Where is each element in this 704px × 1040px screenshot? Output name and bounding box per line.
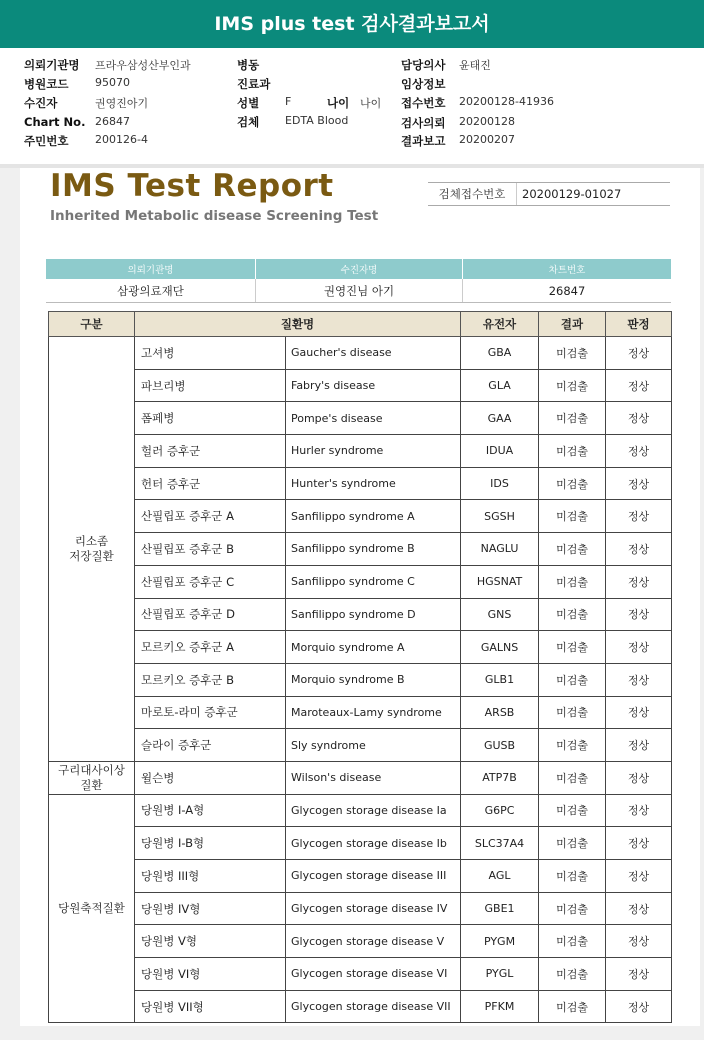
table-row <box>49 598 672 631</box>
verdict-cell: 정상 <box>606 990 672 1023</box>
disease-name-en: Glycogen storage disease IV <box>286 892 461 925</box>
chart-value: 26847 <box>95 115 130 128</box>
doctor-label: 담당의사 <box>401 58 446 72</box>
result-cell: 미검출 <box>539 663 606 696</box>
disease-name-kr: 당원병 I-B형 <box>135 827 286 860</box>
disease-name-kr: 산필립포 증후군 C <box>135 565 286 598</box>
patient-table-cell: 삼광의료재단 <box>46 279 256 303</box>
table-row <box>49 696 672 729</box>
receipt-number-value: 20200129-01027 <box>522 187 622 201</box>
gene-cell: GBA <box>461 337 539 370</box>
gene-cell: IDS <box>461 467 539 500</box>
gene-cell: IDUA <box>461 435 539 468</box>
table-row <box>49 958 672 991</box>
disease-name-en: Morquio syndrome A <box>286 631 461 664</box>
patient-table-cell: 26847 <box>463 279 672 303</box>
result-cell: 미검출 <box>539 925 606 958</box>
table-row <box>49 860 672 893</box>
disease-name-kr: 윌슨병 <box>135 761 286 794</box>
table-row <box>49 337 672 370</box>
gene-cell: AGL <box>461 860 539 893</box>
result-cell: 미검출 <box>539 369 606 402</box>
request-value: 20200128 <box>459 115 515 128</box>
group-label: 당원축적질환 <box>49 794 135 1023</box>
disease-name-en: Pompe's disease <box>286 402 461 435</box>
result-cell: 미검출 <box>539 631 606 664</box>
gene-cell: GBE1 <box>461 892 539 925</box>
clinical-label: 임상정보 <box>401 77 446 91</box>
report-header-title: IMS plus test 검사결과보고서 <box>214 13 490 35</box>
table-row <box>49 435 672 468</box>
hospital-value: 프라우삼성산부인과 <box>95 59 191 72</box>
disease-name-kr: 헌터 증후군 <box>135 467 286 500</box>
disease-name-kr: 슬라이 증후군 <box>135 729 286 762</box>
gene-cell: SLC37A4 <box>461 827 539 860</box>
table-row <box>49 892 672 925</box>
disease-name-en: Glycogen storage disease VII <box>286 990 461 1023</box>
verdict-cell: 정상 <box>606 402 672 435</box>
gene-cell: PYGL <box>461 958 539 991</box>
verdict-cell: 정상 <box>606 663 672 696</box>
gene-cell: PYGM <box>461 925 539 958</box>
gene-cell: ARSB <box>461 696 539 729</box>
resident-label: 주민번호 <box>24 134 69 148</box>
gene-cell: GLB1 <box>461 663 539 696</box>
gene-cell: ATP7B <box>461 761 539 794</box>
disease-name-en: Hunter's syndrome <box>286 467 461 500</box>
disease-name-en: Sanfilippo syndrome C <box>286 565 461 598</box>
dept-label: 진료과 <box>237 77 271 91</box>
disease-name-kr: 당원병 IV형 <box>135 892 286 925</box>
report-subtitle: Inherited Metabolic disease Screening Test <box>50 208 379 224</box>
disease-name-kr: 산필립포 증후군 A <box>135 500 286 533</box>
disease-name-en: Maroteaux-Lamy syndrome <box>286 696 461 729</box>
result-cell: 미검출 <box>539 500 606 533</box>
verdict-cell: 정상 <box>606 925 672 958</box>
disease-name-en: Glycogen storage disease V <box>286 925 461 958</box>
table-row <box>49 500 672 533</box>
result-cell: 미검출 <box>539 565 606 598</box>
gene-cell: GUSB <box>461 729 539 762</box>
results-header: 판정 <box>606 312 672 337</box>
table-row <box>49 467 672 500</box>
recipient-value: 권영진아기 <box>95 97 149 110</box>
disease-name-en: Glycogen storage disease Ib <box>286 827 461 860</box>
verdict-cell: 정상 <box>606 598 672 631</box>
patient-table-header: 의뢰기관명 <box>46 259 256 279</box>
patient-table-header: 수진자명 <box>256 259 463 279</box>
result-cell: 미검출 <box>539 435 606 468</box>
disease-name-kr: 파브리병 <box>135 369 286 402</box>
patient-summary-table <box>46 259 671 303</box>
recipient-label: 수진자 <box>24 96 58 110</box>
verdict-cell: 정상 <box>606 467 672 500</box>
disease-name-kr: 당원병 VI형 <box>135 958 286 991</box>
verdict-cell: 정상 <box>606 860 672 893</box>
verdict-cell: 정상 <box>606 565 672 598</box>
receipt-no-label: 접수번호 <box>401 96 446 110</box>
table-row <box>49 827 672 860</box>
receipt-number-box <box>428 182 670 206</box>
disease-name-en: Glycogen storage disease Ia <box>286 794 461 827</box>
table-row <box>49 631 672 664</box>
table-row <box>49 533 672 566</box>
verdict-cell: 정상 <box>606 827 672 860</box>
disease-name-en: Sanfilippo syndrome A <box>286 500 461 533</box>
disease-name-en: Hurler syndrome <box>286 435 461 468</box>
group-label: 구리대사이상 질환 <box>49 761 135 794</box>
verdict-cell: 정상 <box>606 337 672 370</box>
disease-name-kr: 당원병 VII형 <box>135 990 286 1023</box>
result-cell: 미검출 <box>539 729 606 762</box>
results-header: 구분 <box>49 312 135 337</box>
gene-cell: GAA <box>461 402 539 435</box>
verdict-cell: 정상 <box>606 435 672 468</box>
disease-name-en: Fabry's disease <box>286 369 461 402</box>
table-row <box>49 402 672 435</box>
gene-cell: GLA <box>461 369 539 402</box>
report-header-bar <box>0 0 704 48</box>
report-label: 결과보고 <box>401 134 446 148</box>
result-cell: 미검출 <box>539 761 606 794</box>
verdict-cell: 정상 <box>606 631 672 664</box>
result-cell: 미검출 <box>539 860 606 893</box>
table-row <box>49 663 672 696</box>
receipt-number-label: 검체접수번호 <box>428 183 517 205</box>
gene-cell: GNS <box>461 598 539 631</box>
group-label: 리소좀 저장질환 <box>49 337 135 762</box>
result-cell: 미검출 <box>539 827 606 860</box>
specimen-label: 검체 <box>237 115 260 129</box>
disease-name-kr: 당원병 V형 <box>135 925 286 958</box>
result-cell: 미검출 <box>539 958 606 991</box>
disease-name-kr: 당원병 III형 <box>135 860 286 893</box>
verdict-cell: 정상 <box>606 729 672 762</box>
gene-cell: HGSNAT <box>461 565 539 598</box>
disease-name-kr: 마로토-라미 증후군 <box>135 696 286 729</box>
verdict-cell: 정상 <box>606 500 672 533</box>
disease-name-kr: 모르키오 증후군 B <box>135 663 286 696</box>
gender-value: F <box>285 95 292 108</box>
doctor-value: 윤태진 <box>459 59 491 72</box>
results-header: 질환명 <box>135 312 461 337</box>
hospital-label: 의뢰기관명 <box>24 58 80 72</box>
result-cell: 미검출 <box>539 467 606 500</box>
gene-cell: PFKM <box>461 990 539 1023</box>
result-cell: 미검출 <box>539 533 606 566</box>
disease-name-en: Sly syndrome <box>286 729 461 762</box>
hospital-code-label: 병원코드 <box>24 77 69 91</box>
disease-name-kr: 당원병 I-A형 <box>135 794 286 827</box>
disease-name-kr: 산필립포 증후군 D <box>135 598 286 631</box>
gene-cell: G6PC <box>461 794 539 827</box>
disease-name-kr: 폼페병 <box>135 402 286 435</box>
patient-info-panel <box>0 48 704 165</box>
gene-cell: GALNS <box>461 631 539 664</box>
result-cell: 미검출 <box>539 892 606 925</box>
verdict-cell: 정상 <box>606 696 672 729</box>
age-value: 나이 <box>360 97 382 110</box>
ward-label: 병동 <box>237 58 260 72</box>
gender-label: 성별 <box>237 96 260 110</box>
disease-name-kr: 모르키오 증후군 A <box>135 631 286 664</box>
receipt-no-value: 20200128-41936 <box>459 95 554 108</box>
disease-name-en: Gaucher's disease <box>286 337 461 370</box>
verdict-cell: 정상 <box>606 958 672 991</box>
disease-name-en: Sanfilippo syndrome D <box>286 598 461 631</box>
report-value: 20200207 <box>459 133 515 146</box>
disease-name-kr: 고셔병 <box>135 337 286 370</box>
table-row <box>49 565 672 598</box>
result-cell: 미검출 <box>539 337 606 370</box>
verdict-cell: 정상 <box>606 533 672 566</box>
report-title: IMS Test Report <box>50 168 334 204</box>
result-cell: 미검출 <box>539 990 606 1023</box>
gene-cell: NAGLU <box>461 533 539 566</box>
gene-cell: SGSH <box>461 500 539 533</box>
disease-name-en: Glycogen storage disease VI <box>286 958 461 991</box>
disease-name-en: Glycogen storage disease III <box>286 860 461 893</box>
disease-name-en: Morquio syndrome B <box>286 663 461 696</box>
request-label: 검사의뢰 <box>401 116 446 130</box>
result-cell: 미검출 <box>539 598 606 631</box>
verdict-cell: 정상 <box>606 761 672 794</box>
resident-value: 200126-4 <box>95 133 148 146</box>
disease-name-kr: 산필립포 증후군 B <box>135 533 286 566</box>
chart-label: Chart No. <box>24 115 86 129</box>
hospital-code-value: 95070 <box>95 76 130 89</box>
verdict-cell: 정상 <box>606 794 672 827</box>
table-row <box>49 761 672 794</box>
result-cell: 미검출 <box>539 402 606 435</box>
patient-table-header: 차트번호 <box>463 259 672 279</box>
table-row <box>49 794 672 827</box>
specimen-value: EDTA Blood <box>285 114 349 127</box>
disease-name-en: Wilson's disease <box>286 761 461 794</box>
verdict-cell: 정상 <box>606 369 672 402</box>
patient-table-cell: 권영진님 아기 <box>256 279 463 303</box>
result-cell: 미검출 <box>539 794 606 827</box>
table-row <box>49 990 672 1023</box>
table-row <box>49 729 672 762</box>
table-row <box>49 369 672 402</box>
disease-name-en: Sanfilippo syndrome B <box>286 533 461 566</box>
results-table <box>48 311 672 1023</box>
disease-name-kr: 헐러 증후군 <box>135 435 286 468</box>
table-row <box>49 925 672 958</box>
verdict-cell: 정상 <box>606 892 672 925</box>
results-header: 유전자 <box>461 312 539 337</box>
age-label: 나이 <box>327 96 350 110</box>
result-cell: 미검출 <box>539 696 606 729</box>
results-header: 결과 <box>539 312 606 337</box>
